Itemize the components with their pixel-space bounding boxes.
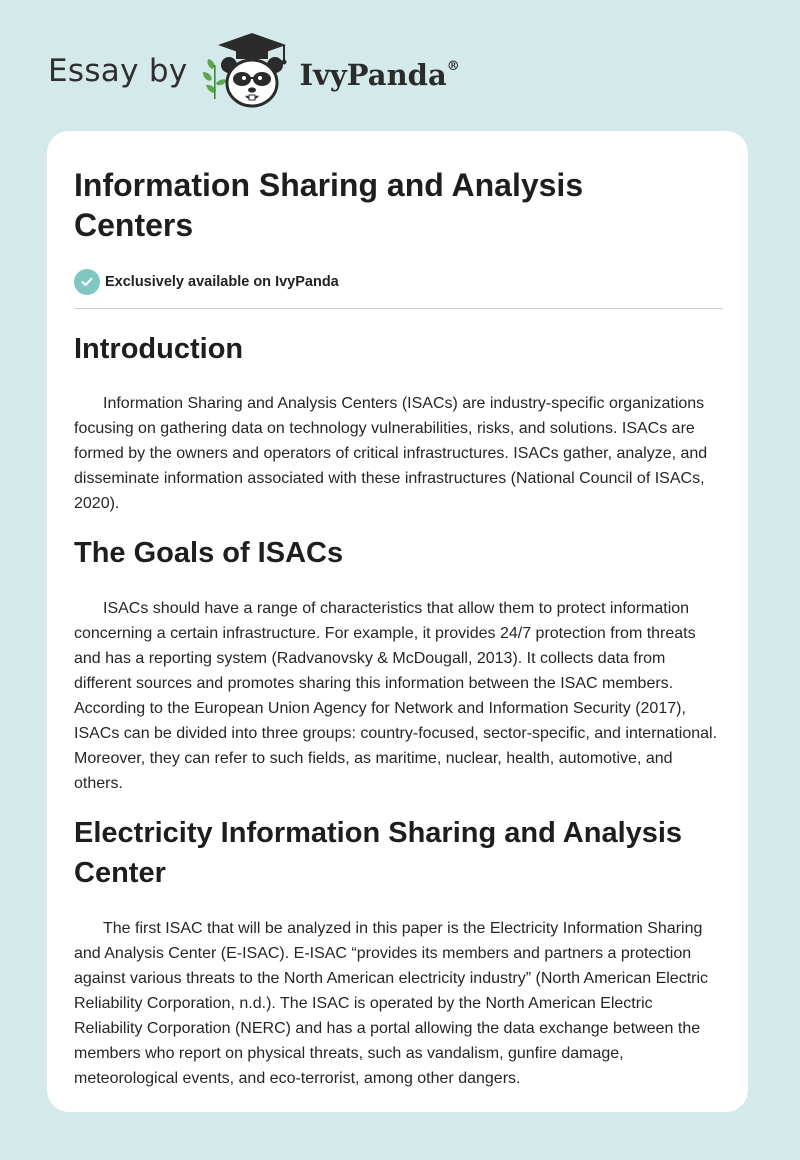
site-header	[48, 28, 460, 114]
brand-text: IvyPanda	[299, 58, 447, 92]
panda-logo-icon[interactable]	[202, 31, 294, 111]
essay-by-label: Essay by	[48, 53, 188, 89]
section-paragraph-electricity: The first ISAC that will be analyzed in this paper is the Electricity Information Sharing and Analysis Center (E-ISAC). E-ISAC “provides its members and partners a protection against various threats to the North American electricity industry” (North American Electric Reliability Corporation, n.d.). The ISAC is operated by the North American Electric Reliability Corporation (NERC) and has a portal allowing the data exchange between the members who report on physical threats, such as vandalism, gunfire damage, meteorological events, and eco-terrorist, among other dangers.	[74, 920, 709, 1087]
exclusive-label: Exclusively available on IvyPanda	[105, 274, 339, 290]
section-paragraph-goals: ISACs should have a range of characteristics that allow them to protect information concerning a certain infrastructure. For example, it provides 24/7 protection from threats and has a reporting system (Radvanovsky & McDougall, 2013). It collects data from different sources and promotes sharing this information between the ISAC members. According to the European Union Agency for Network and Information Security (2017), ISACs can be divided into three groups: country-focused, sector-specific, and international. Moreover, they can refer to such fields, as maritime, nuclear, health, automotive, and others.	[74, 600, 718, 792]
divider	[74, 308, 723, 309]
registered-mark: ®	[446, 59, 460, 75]
section-heading-introduction: Introduction	[74, 333, 244, 365]
essay-card	[47, 131, 748, 1112]
section-paragraph-introduction: Information Sharing and Analysis Centers (ISACs) are industry-specific organizations focusing on gathering data on technology vulnerabilities, risks, and solutions. ISACs are formed by the owners and operators of critical infrastructures. ISACs gather, analyze, and disseminate information associated with these infrastructures (National Council of ISACs, 2020).	[74, 395, 708, 512]
section-heading-goals: The Goals of ISACs	[74, 537, 344, 569]
section-heading-electricity: Electricity Information Sharing and Analysis Center	[74, 817, 683, 889]
brand-name[interactable]	[300, 58, 460, 92]
check-icon	[74, 269, 100, 295]
exclusive-badge	[74, 269, 721, 295]
page-title: Information Sharing and Analysis Centers	[74, 167, 584, 243]
